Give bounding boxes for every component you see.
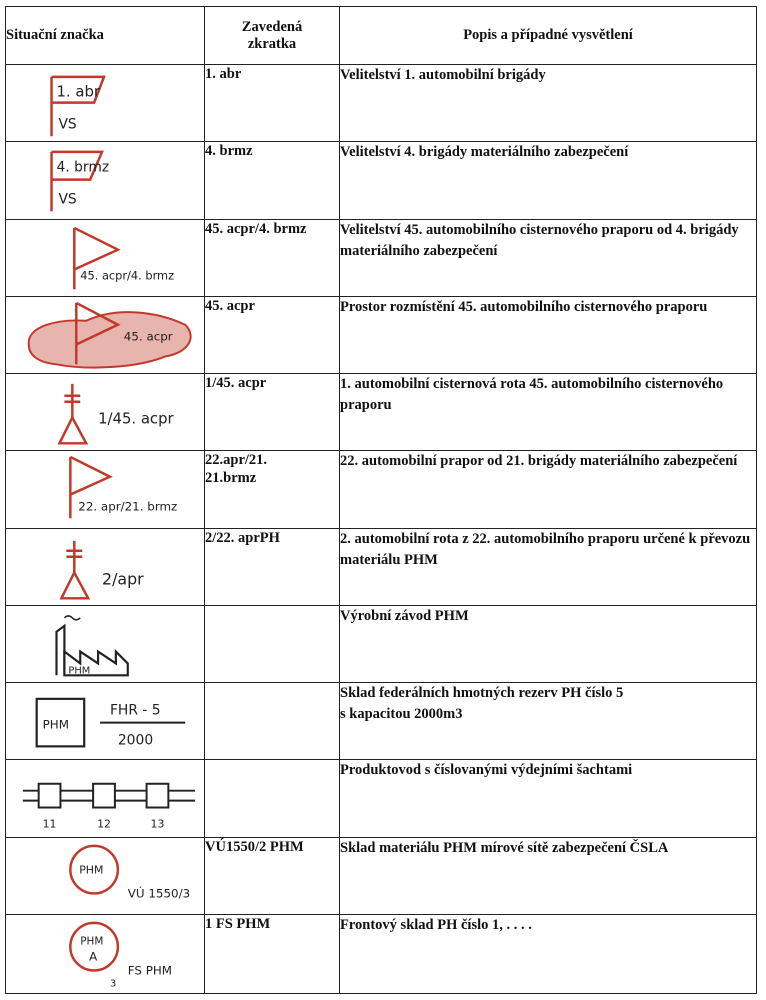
- table-row: [6, 528, 757, 605]
- flag-text: 1. abr: [56, 82, 101, 101]
- symbol-cell: [6, 760, 205, 837]
- symbol-label: PHM: [68, 665, 91, 677]
- symbol-label: 1/45. acpr: [98, 409, 174, 428]
- table-row: [6, 296, 757, 373]
- table-row: [6, 65, 757, 142]
- brigade-hq-flag-icon: [6, 65, 204, 141]
- abbr-cell: 45. acpr/4. brmz: [205, 219, 340, 296]
- company-triangle-icon: [6, 529, 204, 605]
- desc-cell: Velitelství 4. brigády materiálního zabezpečení: [340, 142, 757, 219]
- abbr-cell: 4. brmz: [205, 142, 340, 219]
- symbol-label: VÚ 1550/3: [127, 885, 191, 900]
- header-symbol: Situační značka: [6, 7, 205, 65]
- table-header: [6, 7, 757, 65]
- desc-cell: Velitelství 45. automobilního cisternového praporu od 4. brigády materiálního zabezpečení: [340, 219, 757, 296]
- battalion-flag-icon: [6, 451, 204, 527]
- abbr-cell: 2/22. aprPH: [205, 528, 340, 605]
- peacetime-depot-icon: [6, 838, 204, 914]
- abbr-line1: 22.apr/21.: [205, 452, 268, 469]
- flag-sub: VS: [58, 191, 77, 208]
- table-row: [6, 219, 757, 296]
- symbol-cell: [6, 528, 205, 605]
- abbr-cell: 1. abr: [205, 65, 340, 142]
- flag-sub: VS: [58, 116, 77, 133]
- symbol-cell: [6, 296, 205, 373]
- company-triangle-icon: [6, 374, 204, 450]
- symbol-cell: [6, 605, 205, 682]
- symbol-cell: [6, 683, 205, 760]
- abbr-cell: 1 FS PHM: [205, 914, 340, 993]
- table-row: [6, 914, 757, 993]
- table-row: [6, 142, 757, 219]
- symbol-number: 3: [109, 978, 117, 990]
- battalion-hq-flag-icon: [6, 220, 204, 296]
- header-abbreviation-line2: zkratka: [247, 35, 297, 52]
- header-description: Popis a případné vysvětlení: [340, 7, 757, 65]
- table-row: [6, 605, 757, 682]
- desc-cell: 22. automobilní prapor od 21. brigády materiálního zabezpečení: [340, 451, 757, 528]
- deployment-area-icon: [6, 297, 204, 373]
- shaft-number: 12: [97, 817, 111, 831]
- desc-cell: Frontový sklad PH číslo 1, . . . .: [340, 914, 757, 993]
- symbols-table: [5, 6, 757, 994]
- header-abbreviation: [205, 7, 340, 65]
- symbol-cell: [6, 374, 205, 451]
- symbol-bottom-text: 2000: [117, 732, 154, 749]
- abbr-cell: [205, 760, 340, 837]
- desc-cell: 2. automobilní rota z 22. automobilního praporu určené k převozu materiálu PHM: [340, 528, 757, 605]
- abbr-line2: 21.brmz: [205, 470, 257, 487]
- circle-text: PHM: [80, 935, 104, 948]
- symbol-label: FS PHM: [127, 963, 173, 978]
- desc-cell: Prostor rozmístění 45. automobilního cisternového praporu: [340, 296, 757, 373]
- desc-cell: Produktovod s číslovanými výdejními šachtami: [340, 760, 757, 837]
- symbol-label: 2/apr: [102, 569, 144, 589]
- symbol-cell: [6, 65, 205, 142]
- desc-cell: Sklad materiálu PHM mírové sítě zabezpečení ČSLA: [340, 837, 757, 914]
- front-depot-icon: [6, 915, 204, 993]
- brigade-hq-flag-icon: [6, 142, 204, 218]
- circle-sub-text: A: [89, 949, 98, 964]
- symbol-cell: [6, 451, 205, 528]
- table-row: [6, 837, 757, 914]
- symbol-label: 22. apr/21. brmz: [78, 499, 178, 514]
- symbol-box-text: PHM: [42, 717, 69, 732]
- desc-cell: 1. automobilní cisternová rota 45. automobilního cisternového praporu: [340, 374, 757, 451]
- shaft-number: 11: [42, 817, 57, 831]
- circle-text: PHM: [79, 863, 104, 877]
- desc-cell: Výrobní závod PHM: [340, 605, 757, 682]
- symbol-label: 45. acpr/4. brmz: [80, 268, 175, 283]
- header-abbreviation-line1: Zavedená: [241, 18, 303, 35]
- desc-line2: s kapacitou 2000m3: [340, 706, 463, 723]
- symbol-cell: [6, 914, 205, 993]
- shaft-number: 13: [150, 817, 165, 831]
- desc-cell: [340, 683, 757, 760]
- desc-cell: Velitelství 1. automobilní brigády: [340, 65, 757, 142]
- abbr-cell: [205, 605, 340, 682]
- symbol-cell: [6, 837, 205, 914]
- symbol-top-text: FHR - 5: [109, 702, 161, 719]
- abbr-cell: 1/45. acpr: [205, 374, 340, 451]
- abbr-cell: VÚ1550/2 PHM: [205, 837, 340, 914]
- symbol-cell: [6, 219, 205, 296]
- symbol-label: 45. acpr: [123, 329, 173, 344]
- reserve-depot-icon: [6, 683, 204, 759]
- desc-line1: Sklad federálních hmotných rezerv PH číslo 5: [340, 685, 624, 702]
- table-row: [6, 683, 757, 760]
- table-row: [6, 374, 757, 451]
- pipeline-icon: [6, 760, 204, 836]
- abbr-cell: [205, 451, 340, 528]
- flag-text: 4. brmz: [56, 160, 110, 177]
- factory-icon: [6, 606, 204, 682]
- abbr-cell: 45. acpr: [205, 296, 340, 373]
- symbol-cell: [6, 142, 205, 219]
- abbr-cell: [205, 683, 340, 760]
- table-row: [6, 451, 757, 528]
- table-row: [6, 760, 757, 837]
